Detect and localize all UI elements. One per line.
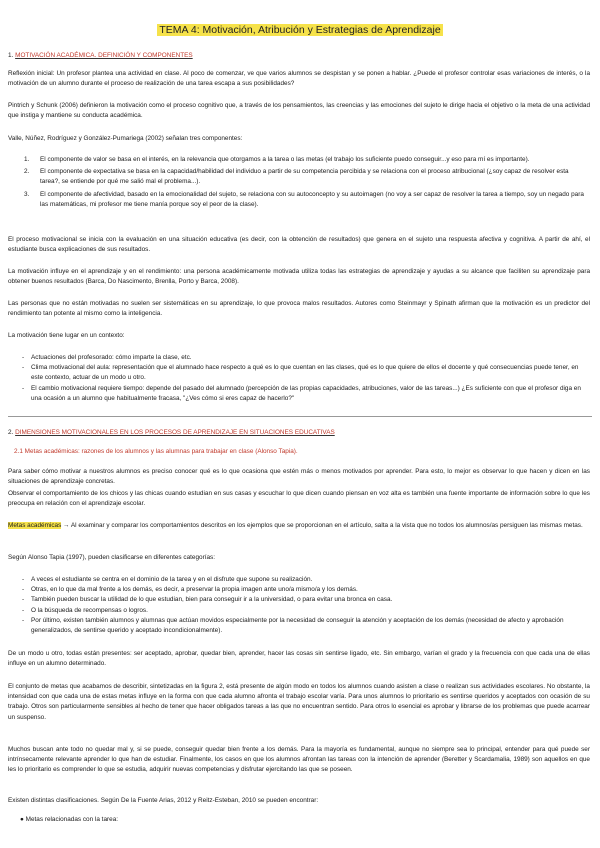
presence-paragraph: De un modo u otro, todas están presentes: ser aceptado, aprobar, quedar bien, aprender, hacer las cosas sin sentirse ligado, etc. Sin embargo, varían el grado y la frecuencia con que cada una de ellas influye en un alumno determinado. [8, 650, 590, 668]
influence-paragraph: La motivación influye en el aprendizaje y en el rendimiento: una persona académicamente motivada utiliza todas las estrategias de aprendizaje y ayudas a su alcance que faciliten su aprendizaje para obtener buenos resultados (Barca, Do Nascimento, Brenlla, Porto y Barca, 2008). [8, 268, 590, 286]
list-item: - Clima motivacional del aula: representación que el alumnado hace respecto a qué es lo que cuentan en las clases, qué es lo que quiere de ellos el docente y qué consecuencias puede tener, en este contexto, actuar de un modo u otro. [22, 364, 579, 382]
goals-set-paragraph: El conjunto de metas que acabamos de describir, sintetizadas en la figura 2, está presente de algún modo en todos los alumnos cuando asisten a clase o realizan sus actividades escolares. No obstante, la intensidad con que cada una de estas metas influye en la forma con que cada alumno afronta el trabajo escolar varía. Para unos alumnos lo prioritario es sentirse queridos y aceptados con ocasión de su trabajo. Otros son particularmente sensibles al hecho de tener que hacer obligados tareas a las que no encuentran sentido. Para otros lo esencial es aprobar y librarse de los problemas que puede acarrear un suspenso. [8, 683, 590, 721]
metas-label: Metas académicas [8, 522, 62, 529]
section-2-heading: 2. DIMENSIONES MOTIVACIONALES EN LOS PROCESOS DE APRENDIZAJE EN SITUACIONES EDUCATIVAS [8, 429, 335, 436]
document-title: TEMA 4: Motivación, Atribución y Estrategias de Aprendizaje [159, 24, 441, 36]
list-item: - También pueden buscar la utilidad de lo que estudian, bien para conseguir ir a la universidad, o para evitar una bronca en casa. [22, 596, 393, 604]
bullet-item: ● Metas relacionadas con la tarea: [20, 816, 119, 823]
context-intro: La motivación tiene lugar en un contexto: [8, 332, 125, 339]
categories-intro: Según Alonso Tapia (1997), pueden clasificarse en diferentes categorías: [8, 554, 216, 561]
motivation-paragraph: Para saber cómo motivar a nuestros alumnos es preciso conocer qué es lo que ocasiona que estén más o menos motivados por aprender. Para esto, lo mejor es observar lo que hacen y dicen en las situaciones de aprendizaje concretas. [8, 468, 590, 486]
seeking-paragraph: Muchos buscan ante todo no quedar mal y, si se puede, conseguir quedar bien frente a los demás. Para la mayoría es fundamental, aunque no siempre sea lo principal, entender para qué puede ser intrínsecamente relevante aprender lo que han de estudiar. Finalmente, los casos en que los alumnos afrontan las tareas con la intención de aprender (Beretter y Scardamalia, 1989) son aquellos en que les lo prioritario es comprender lo que se estudia, adquirir nuevas competencias y disfrutar ejercitando las que se poseen. [8, 746, 590, 774]
list-item: 3. El componente de afectividad, basado en la emocionalidad del sujeto, se relaciona con su autoconcepto y su autoimagen (no voy a ser capaz de resolver la tarea a tiempo, soy un negado para las matemáticas, mi profesor me tiene manía porque soy el peor de la clase). [24, 190, 584, 208]
list-item: - Actuaciones del profesorado: cómo imparte la clase, etc. [22, 354, 192, 361]
section-1-heading: 1. MOTIVACIÓN ACADÉMICA. DEFINICIÓN Y COMPONENTES [8, 52, 193, 59]
list-item: 2. El componente de expectativa se basa en la capacidad/habilidad del individuo a partir de su competencia percibida y se relaciona con el proceso atribucional (¿soy capaz de resolver esta tarea?, se entiende por qué me salió mal el problema...). [24, 168, 569, 186]
subsection-2-1-heading: 2.1 Metas académicas: razones de los alumnos y las alumnas para trabajar en clase (Alonso Tapia). [14, 448, 298, 455]
list-item: 1. El componente de valor se basa en el interés, en la relevancia que otorgamos a la tarea o las metas (el trabajo los suficiente puedo conseguir...y eso para mí es importante). [24, 156, 530, 163]
unmotivated-paragraph: Las personas que no están motivadas no suelen ser sistemáticas en su aprendizaje, lo que provoca malos resultados. Autores como Steinmayr y Spinath afirman que la motivación es un predictor del rendimiento tan potente al mismo como la inteligencia. [8, 300, 590, 318]
components-list [24, 155, 588, 212]
bullet-icon: ● [20, 816, 24, 823]
list-item: - Por último, existen también alumnos y alumnas que actúan movidos especialmente por la necesidad de conseguir la atención y aceptación de los demás (necesidad de afecto y aprobación generalizados, de sentirse querido y aceptado incondicionalmente). [22, 616, 564, 635]
context-list [22, 353, 588, 404]
components-intro: Valle, Núñez, Rodríguez y González-Pumariega (2002) señalan tres componentes: [8, 135, 243, 142]
list-item: - Otras, en lo que da mal frente a los demás, es decir, a preservar la propia imagen ante uno/a mismo/a y los demás. [22, 586, 358, 594]
list-item: - O la búsqueda de recompensas o logros. [22, 606, 148, 614]
list-item: - A veces el estudiante se centra en el dominio de la tarea y en el disfrute que supone su realización. [22, 576, 313, 583]
observation-paragraph: Observar el comportamiento de los chicos y las chicas cuando estudian en sus casas y escuchar lo que dicen cuando piensan en voz alta es también una fuente importante de información sobre lo que les preocupa en relación con el aprendizaje escolar. [8, 490, 590, 508]
arrow-icon: → [63, 522, 70, 529]
categories-list [22, 575, 588, 636]
definition-paragraph: Pintrich y Schunk (2006) definieron la motivación como el proceso cognitivo que, a través de los pensamientos, las creencias y las emociones del sujeto le dirige hacia el objetivo o la meta de una actividad que instiga y mantiene su conducta académica. [8, 102, 590, 120]
metas-paragraph: Metas académicas → Al examinar y comparar los comportamientos descritos en los ejemplos que se proporcionan en el artículo, salta a la vista que no todos los alumnos/as persiguen las mismas metas. [8, 522, 583, 529]
classifications-intro: Existen distintas clasificaciones. Según De la Fuente Arias, 2012 y Reitz-Esteban, 2010 se pueden encontrar: [8, 797, 319, 804]
reflection-paragraph: Reflexión inicial: Un profesor plantea una actividad en clase. Al poco de comenzar, ve que varios alumnos se despistan y se ponen a hablar. ¿Puede el profesor controlar esas variaciones de interés, o la motivación de un alumno durante el proceso de realización de una tarea escapa a sus posibilidades? [8, 70, 590, 88]
section-divider [8, 416, 592, 417]
process-paragraph: El proceso motivacional se inicia con la evaluación en una situación educativa (es decir, con la obtención de resultados) que genera en el sujeto una respuesta afectiva y cognitiva. A partir de ahí, el estudiante busca explicaciones de sus resultados. [8, 236, 590, 254]
list-item: - El cambio motivacional requiere tiempo: depende del pasado del alumnado (percepción de las propias capacidades, atribuciones, valor de las tareas...) ¿Es suficiente con que el profesor diga en una ocasión a un alumno que habitualmente fracasa, "¿Ves cómo si eres capaz de hacerlo?" [22, 384, 581, 402]
